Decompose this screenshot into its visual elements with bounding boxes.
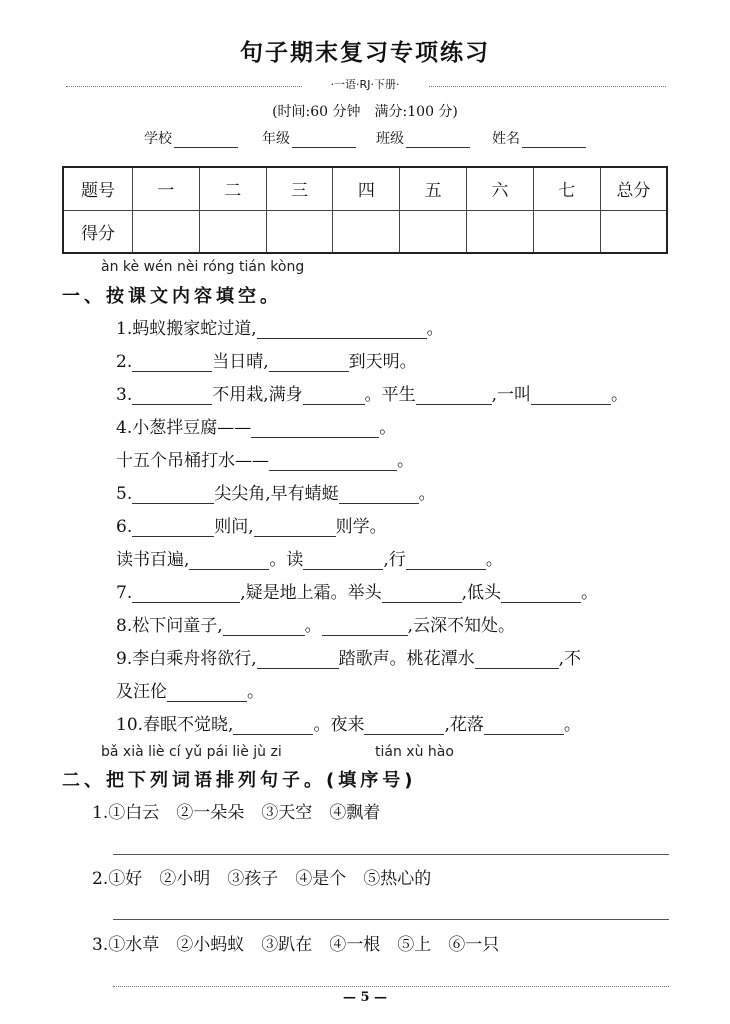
- order-question-3: 3.①水草 ②小蚂蚁 ③趴在 ④一根 ⑤上 ⑥一只: [92, 935, 500, 955]
- name-input[interactable]: [522, 133, 586, 148]
- blank[interactable]: [339, 486, 419, 504]
- order-question-2: 2.①好 ②小明 ③孩子 ④是个 ⑤热心的: [92, 869, 432, 889]
- question-1: 1.蚂蚁搬家蛇过道, 。: [116, 319, 444, 339]
- table-header-cell: 七: [533, 167, 600, 210]
- blank[interactable]: [257, 321, 427, 339]
- blank[interactable]: [303, 387, 365, 405]
- answer-line[interactable]: [113, 854, 669, 855]
- question-10: 10.春眠不觉晓, 。夜来 ,花落 。: [116, 715, 581, 735]
- score-cell[interactable]: [400, 210, 467, 253]
- question-9a: 9.李白乘舟将欲行, 踏歌声。桃花潭水 ,不: [116, 649, 582, 669]
- blank[interactable]: [484, 717, 564, 735]
- blank[interactable]: [132, 354, 212, 372]
- score-cell[interactable]: [467, 210, 534, 253]
- blank[interactable]: [189, 552, 269, 570]
- score-cell[interactable]: [333, 210, 400, 253]
- table-header-cell: 五: [400, 167, 467, 210]
- blank[interactable]: [132, 387, 212, 405]
- table-header-cell: 三: [266, 167, 333, 210]
- score-cell[interactable]: [133, 210, 200, 253]
- edition-label: ·一语·RJ·下册·: [302, 76, 428, 92]
- blank[interactable]: [167, 684, 247, 702]
- blank[interactable]: [223, 618, 305, 636]
- grade-label: 年级: [262, 131, 290, 147]
- score-table: [62, 166, 668, 254]
- blank[interactable]: [132, 519, 214, 537]
- blank[interactable]: [132, 585, 240, 603]
- table-header-cell: 二: [199, 167, 266, 210]
- section1-pinyin: àn kè wén nèi róng tián kòng: [101, 259, 305, 275]
- class-field: [376, 128, 470, 148]
- score-cell[interactable]: [266, 210, 333, 253]
- page-number: — 5 —: [342, 990, 388, 1005]
- question-2: 2. 当日晴, 到天明。: [116, 352, 417, 372]
- class-label: 班级: [376, 131, 404, 147]
- table-header-cell: 六: [467, 167, 534, 210]
- blank[interactable]: [254, 519, 336, 537]
- name-field: [492, 128, 586, 148]
- score-table-header-row: [63, 167, 667, 210]
- page-title: 句子期末复习专项练习: [240, 40, 490, 66]
- question-9b: 及汪伦 。: [116, 682, 264, 702]
- question-3: 3. 不用栽,满身 。平生 ,一叫 。: [116, 385, 629, 405]
- blank[interactable]: [233, 717, 313, 735]
- blank[interactable]: [406, 552, 486, 570]
- question-4b: 十五个吊桶打水—— 。: [116, 451, 414, 471]
- table-header-cell: 总分: [600, 167, 667, 210]
- section1-title: 一、按课文内容填空。: [62, 286, 282, 307]
- answer-line[interactable]: [113, 986, 669, 987]
- grade-input[interactable]: [292, 133, 356, 148]
- blank[interactable]: [382, 585, 462, 603]
- blank[interactable]: [269, 453, 397, 471]
- time-score-info: (时间:60 分钟 满分:100 分): [272, 104, 458, 120]
- section2-pinyin: bǎ xià liè cí yǔ pái liè jù zi: [101, 744, 282, 760]
- order-question-1: 1.①白云 ②一朵朵 ③天空 ④飘着: [92, 803, 381, 823]
- question-6b: 读书百遍, 。读 ,行 。: [116, 550, 503, 570]
- section2-pinyin-tail: tián xù hào: [375, 744, 454, 760]
- table-header-cell: 四: [333, 167, 400, 210]
- name-label: 姓名: [492, 131, 520, 147]
- table-header-cell: 题号: [63, 167, 133, 210]
- table-header-cell: 一: [133, 167, 200, 210]
- answer-line[interactable]: [113, 919, 669, 920]
- question-6a: 6. 则问, 则学。: [116, 517, 387, 537]
- blank[interactable]: [251, 420, 379, 438]
- score-row-label: 得分: [63, 210, 133, 253]
- score-cell[interactable]: [533, 210, 600, 253]
- blank[interactable]: [303, 552, 383, 570]
- question-5: 5. 尖尖角,早有蜻蜓 。: [116, 484, 436, 504]
- blank[interactable]: [364, 717, 444, 735]
- blank[interactable]: [257, 651, 339, 669]
- grade-field: [262, 128, 356, 148]
- blank[interactable]: [322, 618, 408, 636]
- score-table-score-row: [63, 210, 667, 253]
- blank[interactable]: [475, 651, 559, 669]
- blank[interactable]: [132, 486, 214, 504]
- school-input[interactable]: [174, 133, 238, 148]
- section2-title: 二、把下列词语排列句子。(填序号): [62, 770, 417, 791]
- class-input[interactable]: [406, 133, 470, 148]
- question-8: 8.松下问童子, 。 ,云深不知处。: [116, 616, 516, 636]
- question-7: 7. ,疑是地上霜。举头 ,低头 。: [116, 583, 599, 603]
- school-field: [144, 128, 238, 148]
- score-cell[interactable]: [600, 210, 667, 253]
- question-4a: 4.小葱拌豆腐—— 。: [116, 418, 397, 438]
- blank[interactable]: [531, 387, 611, 405]
- blank[interactable]: [416, 387, 492, 405]
- blank[interactable]: [501, 585, 581, 603]
- score-cell[interactable]: [199, 210, 266, 253]
- blank[interactable]: [269, 354, 349, 372]
- school-label: 学校: [144, 131, 172, 147]
